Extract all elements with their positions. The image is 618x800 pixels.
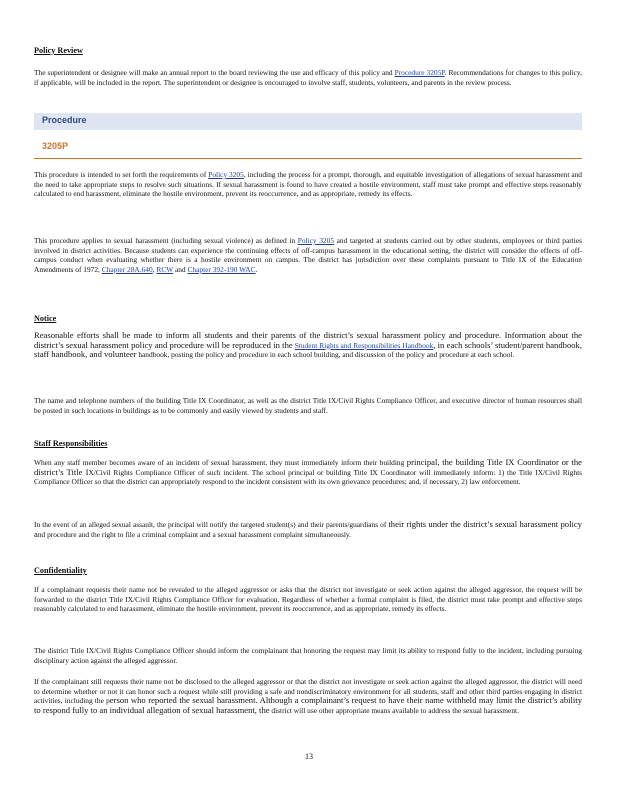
rcw-link[interactable]: RCW <box>156 264 174 274</box>
staff-paragraph-2: In the event of an alleged sexual assault, the principal will notify the targeted student(s) and their parents/guardians of their rights under the district’s sexual harassment policy and procedure and the right to file a criminal complaint and a sexual harassment complaint simultaneously. <box>34 519 582 539</box>
policy-review-heading: Policy Review <box>34 46 83 55</box>
confidentiality-heading: Confidentiality <box>34 566 87 575</box>
staff-responsibilities-heading: Staff Responsibilities <box>34 439 108 448</box>
notice-paragraph-1: Reasonable efforts shall be made to inform all students and their parents of the district’s sexual harassment policy and procedure. Information about the district’s sexual harassment policy and procedure will be reproduced in the Student Rights and Responsibilities Handbook, in each schools’ student/parent handbook, staff handbook, and volunteer handbook, posting the policy and procedure in each school building, and discussion of the policy and procedure at each school. <box>34 330 582 359</box>
confidentiality-paragraph-2: The district Title IX/Civil Rights Compliance Officer should inform the complainant that honoring the request may limit its ability to respond fully to the incident, including pursuing disciplinary action against the alleged aggressor. <box>34 646 582 665</box>
confidentiality-paragraph-1: If a complainant requests their name not be revealed to the alleged aggressor or asks that the district not investigate or seek action against the alleged aggressor, the request will be forwarded to the district Title IX/Civil Rights Compliance Officer for evaluation. Regardless of whether a formal complaint is filed, the district must take prompt and effective steps reasonably calculated to end harassment, eliminate the hostile environment, prevent its reoccurrence, and as appropriate, remedy its effects. <box>34 585 582 613</box>
page-number: 13 <box>305 752 313 761</box>
policy-3205-link[interactable]: Policy 3205 <box>208 170 244 179</box>
procedure-paragraph-2: This procedure applies to sexual harassment (including sexual violence) as defined in Policy 3205 and targeted at students carried out by other students, employees or third parties involved in district activities. Because students can experience the continuing effects of off-campus harassment in the educational setting, the district will consider the effects of off-campus conduct when evaluating whether there is a hostile environment on campus. The district has jurisdiction over these complaints pursuant to Title IX of the Education Amendments of 1972, Chapter 28A.640, RCW and Chapter 392-190 WAC. <box>34 236 582 274</box>
divider <box>34 158 582 159</box>
procedure-title: Procedure <box>42 115 87 125</box>
procedure-paragraph-1: This procedure is intended to set forth the requirements of Policy 3205, including the process for a prompt, thorough, and equitable investigation of allegations of sexual harassment and the need to take appropriate steps to resolve such situations. If sexual harassment is found to have created a hostile environment, staff must take prompt and effective steps reasonably calculated to end harassment, eliminate the hostile environment, prevent its reoccurrence, and as appropriate, remedy its effects. <box>34 170 582 198</box>
confidentiality-paragraph-3: If the complainant still requests their name not be disclosed to the alleged aggressor or that the district not investigate or seek action against the alleged aggressor, the district will need to determine whether or not it can honor such a request while still providing a safe and nondiscriminatory environment for all students, staff and other third parties engaging in district activities, including the person who reported the sexual harassment. Although a complainant’s request to have their name withheld may limit the district’s ability to respond fully to an individual allegation of sexual harassment, the district will use other appropriate means available to address the sexual harassment. <box>34 677 582 715</box>
procedure-code: 3205P <box>42 141 69 151</box>
notice-heading: Notice <box>34 314 57 323</box>
chapter-392-190-wac-link[interactable]: Chapter 392-190 WAC <box>187 264 256 274</box>
policy-3205-link[interactable]: Policy 3205 <box>297 236 335 245</box>
procedure-3205p-link[interactable]: Procedure 3205P <box>394 68 445 77</box>
chapter-28a640-link[interactable]: Chapter 28A.640 <box>101 264 153 274</box>
notice-paragraph-2: The name and telephone numbers of the building Title IX Coordinator, as well as the district Title IX/Civil Rights Compliance Officer, and executive director of human resources shall be posted in such locations in buildings as to be commonly and easily viewed by students and staff. <box>34 396 582 415</box>
staff-paragraph-1: When any staff member becomes aware of an incident of sexual harassment, they must immediately inform their building principal, the building Title IX Coordinator or the district’s Title IX/Civil Rights Compliance Officer of such incident. The school principal or building Title IX Coordinator will immediately inform: 1) the Title IX/Civil Rights Compliance Officer so that the district can appropriately respond to the incident consistent with its own grievance procedures; and, if necessary, 2) law enforcement. <box>34 457 583 486</box>
student-handbook-link[interactable]: Student Rights and Responsibilities Handbook <box>294 340 434 350</box>
policy-review-paragraph: The superintendent or designee will make an annual report to the board reviewing the use and efficacy of this policy and Procedure 3205P. Recommendations for changes to this policy, if applicable, will be included in the report. The superintendent or designee is encouraged to involve staff, students, volunteers, and parents in the review process. <box>34 68 582 87</box>
procedure-section-bar <box>34 113 582 130</box>
